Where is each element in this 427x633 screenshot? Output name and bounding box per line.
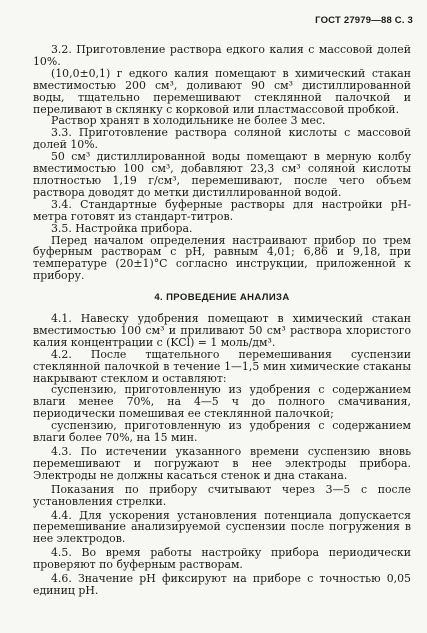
paragraph-4-3: 4.3. По истечении указанного времени суспензию вновь перемешивают и погружают в нее электроды прибора. Электроды не должны касаться стенок и дна стакана. [33,445,411,482]
paragraph-3-5-text: Перед началом определения настраивают прибор по трем буферным растворам с pH, равным 4,01; 6,86 и 9,18, при температуре (20±1)°С согласно инструкции, приложенной к прибору. [33,233,411,283]
paragraph-4-4: 4.4. Для ускорения установления потенциала допускается перемешивание анализируемой суспензии после погружения в нее электродов. [33,508,411,546]
paragraph-4-3-reading: Показания по прибору считывают через 3—5 с после установления стрелки. [33,482,411,508]
document-body [33,44,411,597]
section-title: 4. ПРОВЕДЕНИЕ АНАЛИЗА [154,292,290,304]
paragraph-4-1: 4.1. Навеску удобрения помещают в химический стакан вместимостью 100 см³ и приливают 50 см³ раствора хлористого калия концентрации с (KCl) = 1 моль/дм³. [33,312,411,349]
paragraph-3-3-text: 50 см³ дистиллированной воды помещают в мерную колбу вместимостью 100 см³, добавляют 23,3 см³ соляной кислоты плотностью 1,19 г/см³, перемешивают, после чего объем раствора доводят до метки дистиллированной водой. [33,150,411,199]
page-header: ГОСТ 27979—88 С. 3 [315,15,413,26]
paragraph-3-5: 3.5. Настройка прибора. [51,221,193,235]
paragraph-4-6: 4.6. Значение pH фиксируют на приборе с точностью 0,05 единиц pH. [33,572,411,597]
paragraph-3-3: 3.3. Приготовление раствора соляной кислоты с массовой долей 10%. [33,126,411,152]
paragraph-3-4: 3.4. Стандартные буферные растворы для настройки pH-метра готовят из стандарт-титров. [33,197,411,223]
paragraph-3-2-text: (10,0±0,1) г едкого калия помещают в химический стакан вместимостью 200 см³, доливают 90 см³ дистиллированной воды, тщательно перемешивают стеклянной палочкой и переливают в склянку с корковой или пластмассовой пробкой. [33,66,411,116]
paragraph-4-2: 4.2. После тщательного перемешивания суспензии стеклянной палочкой в течение 1—1,5 мин химические стаканы накрывают стеклом и оставляют: [33,347,411,385]
paragraph-4-2-a: суспензию, приготовленную из удобрения с содержанием влаги менее 70%, на 4—5 ч до полного смачивания, периодически помешивая ее стеклянной палочкой; [33,383,411,421]
paragraph-4-5: 4.5. Во время работы настройку прибора периодически проверяют по буферным растворам. [33,546,411,572]
paragraph-3-2: 3.2. Приготовление раствора едкого калия с массовой долей 10%. [33,43,411,68]
paragraph-4-2-b: суспензию, приготовленную из удобрения с содержанием влаги более 70%, на 15 мин. [33,419,411,445]
paragraph-storage: Раствор хранят в холодильнике не более 3 мес. [51,114,326,128]
